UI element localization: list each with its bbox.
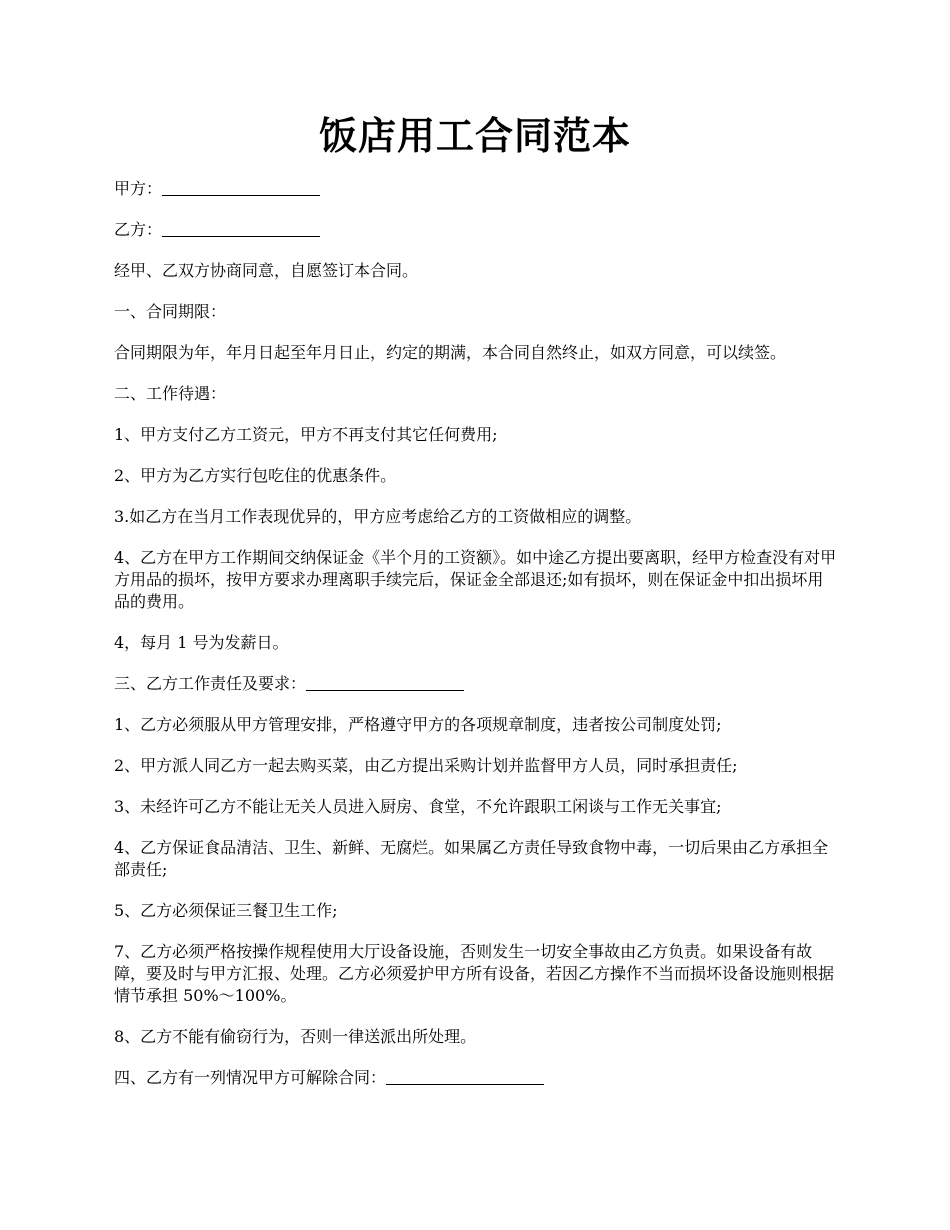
document-title: 饭店用工合同范本 <box>318 113 631 158</box>
paragraph-text: 甲方： <box>114 179 163 198</box>
paragraph-text: 一、合同期限： <box>114 302 227 321</box>
paragraph-text: 4、乙方保证食品清洁、卫生、新鲜、无腐烂。如果属乙方责任导致食物中毒，一切后果由乙方承担全部责任; <box>114 838 829 879</box>
paragraph-text: 2、甲方为乙方实行包吃住的优惠条件。 <box>114 466 397 485</box>
paragraph-text: 5、乙方必须保证三餐卫生工作; <box>114 901 338 920</box>
paragraph-text: 3.如乙方在当月工作表现优异的，甲方应考虑给乙方的工资做相应的调整。 <box>114 507 642 526</box>
paragraph <box>114 219 838 241</box>
paragraph <box>114 506 838 528</box>
paragraph <box>114 465 838 487</box>
paragraph-text: 经甲、乙双方协商同意，自愿签订本合同。 <box>114 261 419 280</box>
paragraph-text: 4，每月 1 号为发薪日。 <box>114 633 289 652</box>
paragraph <box>114 796 838 818</box>
fill-blank-line <box>386 1068 544 1085</box>
paragraph <box>114 1026 838 1048</box>
section-heading <box>114 1067 838 1089</box>
document-body <box>114 178 838 1108</box>
fill-blank-line <box>162 179 320 196</box>
paragraph <box>114 178 838 200</box>
paragraph <box>114 941 838 1007</box>
paragraph <box>114 714 838 736</box>
paragraph-text: 1、甲方支付乙方工资元，甲方不再支付其它任何费用; <box>114 425 498 444</box>
fill-blank-line <box>306 674 464 691</box>
paragraph <box>114 900 838 922</box>
paragraph <box>114 260 838 282</box>
paragraph-text: 8、乙方不能有偷窃行为，否则一律送派出所处理。 <box>114 1027 477 1046</box>
paragraph-text: 四、乙方有一列情况甲方可解除合同： <box>114 1068 387 1087</box>
paragraph <box>114 755 838 777</box>
paragraph-text: 合同期限为年，年月日起至年月日止，约定的期满，本合同自然终止，如双方同意，可以续签。 <box>114 343 787 362</box>
paragraph-text: 1、乙方必须服从甲方管理安排，严格遵守甲方的各项规章制度，违者按公司制度处罚; <box>114 715 722 734</box>
section-heading <box>114 383 838 405</box>
fill-blank-line <box>162 220 320 237</box>
paragraph <box>114 547 838 613</box>
paragraph-text: 4、乙方在甲方工作期间交纳保证金《半个月的工资额》。如中途乙方提出要离职，经甲方检查没有对甲方用品的损坏，按甲方要求办理离职手续完后，保证金全部退还;如有损坏，则在保证金中扣出损坏用品的费用。 <box>114 548 837 611</box>
paragraph <box>114 424 838 446</box>
paragraph-text: 乙方： <box>114 220 163 239</box>
paragraph <box>114 837 838 881</box>
paragraph-text: 7、乙方必须严格按操作规程使用大厅设备设施，否则发生一切安全事故由乙方负责。如果设备有故障，要及时与甲方汇报、处理。乙方必须爱护甲方所有设备，若因乙方操作不当而损坏设备设施则根据情节承担 50%～100%。 <box>114 942 835 1005</box>
paragraph-text: 3、未经许可乙方不能让无关人员进入厨房、食堂，不允许跟职工闲谈与工作无关事宜; <box>114 797 722 816</box>
section-heading <box>114 673 838 695</box>
section-heading <box>114 301 838 323</box>
paragraph <box>114 342 838 364</box>
paragraph-text: 2、甲方派人同乙方一起去购买菜，由乙方提出采购计划并监督甲方人员，同时承担责任; <box>114 756 738 775</box>
paragraph <box>114 632 838 654</box>
paragraph-text: 三、乙方工作责任及要求： <box>114 674 307 693</box>
paragraph-text: 二、工作待遇： <box>114 384 227 403</box>
